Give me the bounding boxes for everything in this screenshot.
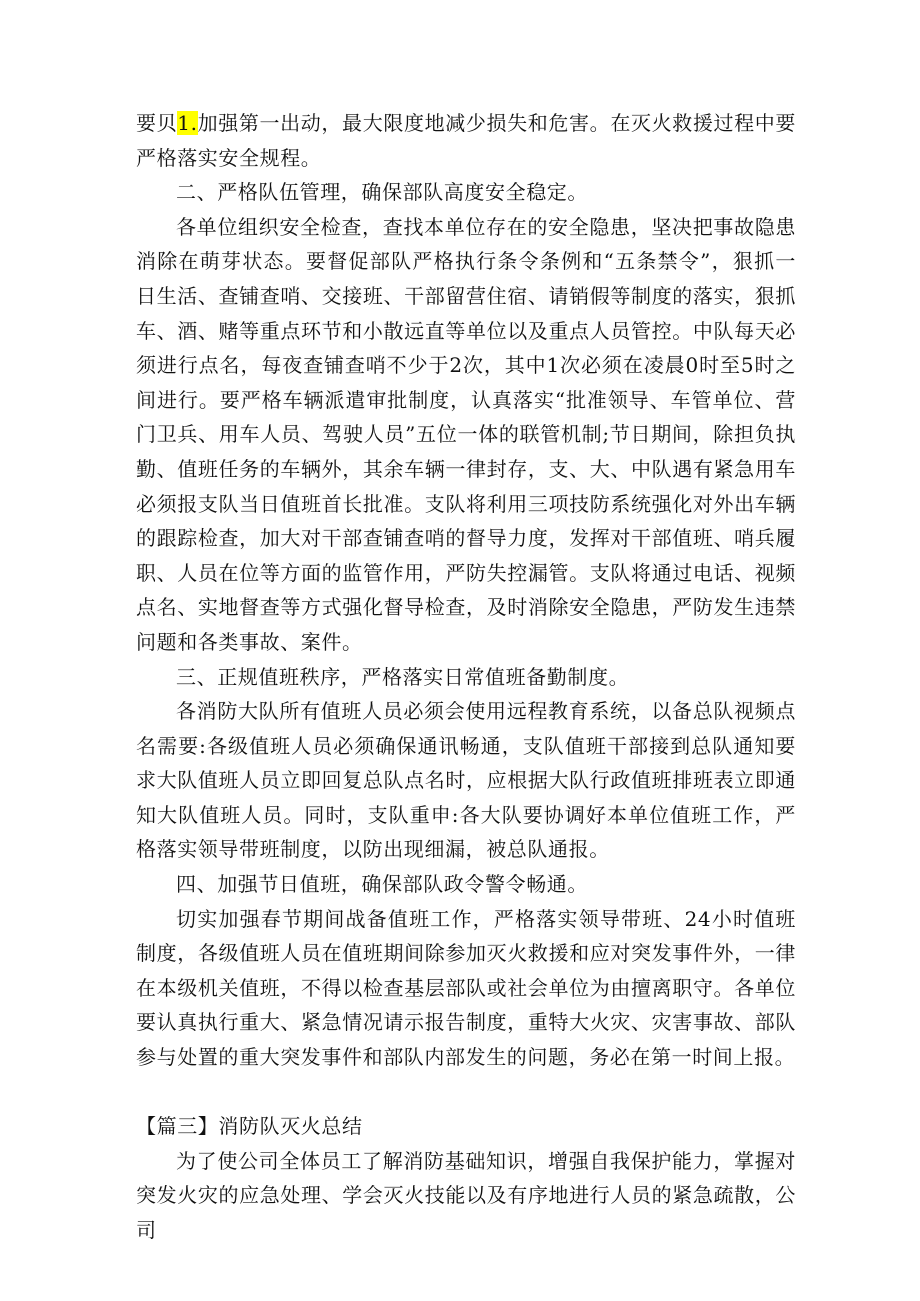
paragraph-fire-training: 为了使公司全体员工了解消防基础知识，增强自我保护能力，掌握对突发火灾的应急处理、学会灭火技能以及有序地进行人员的紧急疏散，公司 xyxy=(136,1148,796,1242)
heading-four: 四、加强节日值班，确保部队政令警令畅通。 xyxy=(176,872,588,897)
paragraph-safety-management: 各单位组织安全检查，查找本单位存在的安全隐患，坚决把事故隐患消除在萌芽状态。要督促部队严格执行条令条例和“五条禁令”，狠抓一日生活、查铺查哨、交接班、干部留营住宿、请销假等制度的落实，狠抓车、酒、赌等重点环节和小散远直等单位以及重点人员管控。中队每天必须进行点名，每夜查铺查哨不少于2次，其中1次必须在凌晨0时至5时之间进行。要严格车辆派遣审批制度，认真落实“批准领导、车管单位、营门卫兵、用车人员、驾驶人员”五位一体的联管机制;节日期间，除担负执勤、值班任务的车辆外，其余车辆一律封存，支、大、中队遇有紧急用车必须报支队当日值班首长批准。支队将利用三项技防系统强化对外出车辆的跟踪检查，加大对干部查铺查哨的督导力度，发挥对干部值班、哨兵履职、人员在位等方面的监管作用，严防失控漏管。支队将通过电话、视频点名、实地督查等方式强化督导检查，及时消除安全隐患，严防发生违禁问题和各类事故、案件。 xyxy=(136,214,796,654)
paragraph-holiday-duty: 切实加强春节期间战备值班工作，严格落实领导带班、24小时值班制度，各级值班人员在值班期间除参加灭火救援和应对突发事件外，一律在本级机关值班，不得以检查基层部队或社会单位为由擅离职守。各单位要认真执行重大、紧急情况请示报告制度，重特大火灾、灾害事故、部队参与处置的重大突发事件和部队内部发生的问题，务必在第一时间上报。 xyxy=(136,906,796,1070)
section-spacer xyxy=(136,1075,796,1110)
lead-paragraph xyxy=(136,106,796,175)
heading-two: 二、严格队伍管理，确保部队高度安全稳定。 xyxy=(176,180,588,205)
lead-prefix: 要贝 xyxy=(136,111,178,135)
lead-text: 加强第一出动，最大限度地减少损失和危害。在灭火救援过程中要严格落实安全规程。 xyxy=(136,111,797,170)
paragraph-duty-order: 各消防大队所有值班人员必须会使用远程教育系统，以备总队视频点名需要:各级值班人员必须确保通讯畅通，支队值班干部接到总队通知要求大队值班人员立即回复总队点名时，应根据大队行政值班排班表立即通知大队值班人员。同时，支队重申:各大队要协调好本单位值班工作，严格落实领导带班制度，以防出现细漏，被总队通报。 xyxy=(136,699,796,862)
section-title: 【篇三】消防队灭火总结 xyxy=(136,1114,363,1139)
document-body xyxy=(136,106,796,1248)
heading-three: 三、正规值班秩序，严格落实日常值班备勤制度。 xyxy=(176,664,630,689)
highlighted-list-number: 1. xyxy=(177,111,198,135)
